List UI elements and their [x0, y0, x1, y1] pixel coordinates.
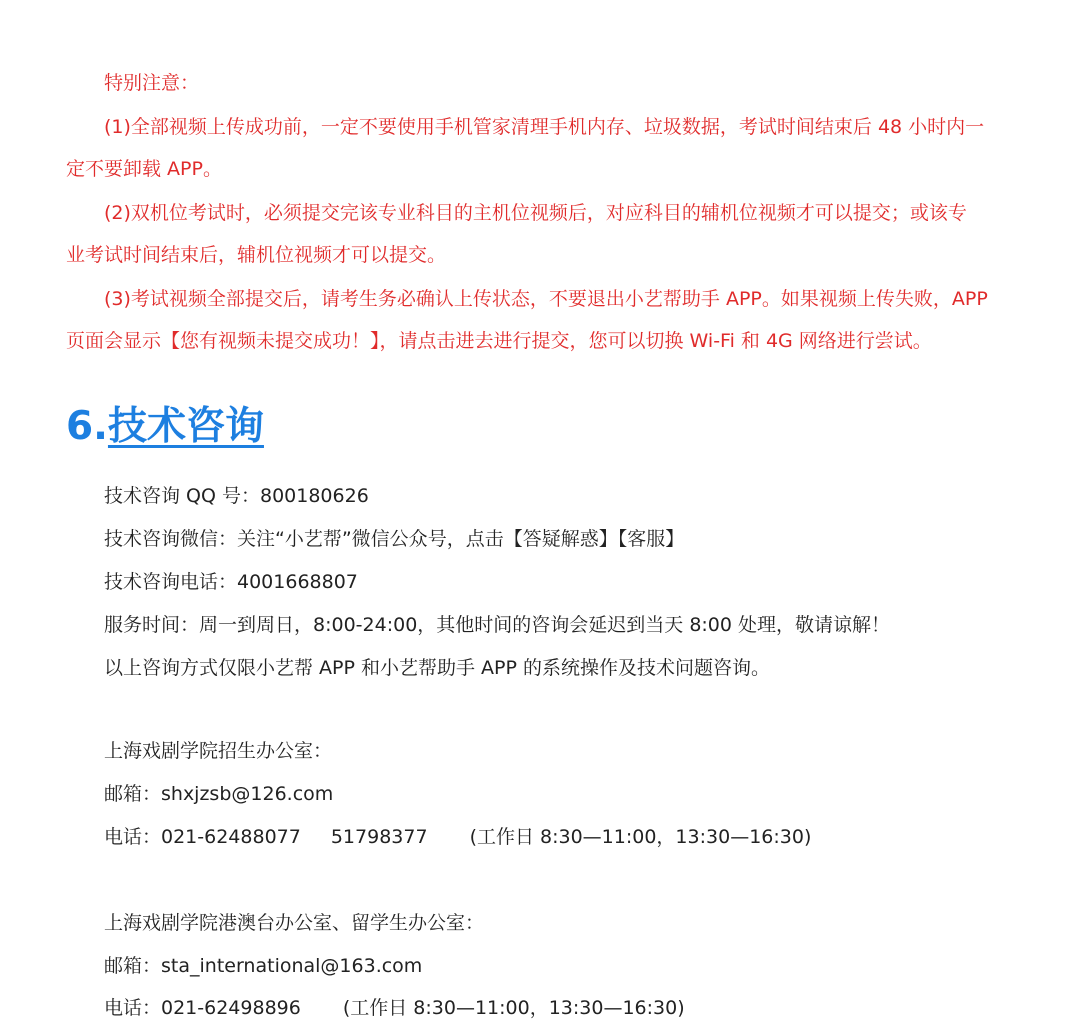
admissions-office-hours: (工作日 8:30—11:00，13:30—16:30): [469, 826, 812, 848]
admissions-office-title: 上海戏剧学院招生办公室：: [104, 740, 333, 762]
admissions-phone-extra: 51798377: [330, 826, 428, 848]
section-number: 6.: [66, 404, 108, 449]
tech-qq: 技术咨询 QQ 号：800180626: [104, 485, 369, 507]
hmt-office-email: 邮箱：sta_international@163.com: [104, 955, 423, 977]
admissions-phone: 电话：021-62488077: [104, 826, 301, 848]
tech-service-hours: 服务时间：周一到周日，8:00-24:00，其他时间的咨询会延迟到当天 8:00 处理，敬请谅解！: [104, 614, 891, 636]
section-heading: [66, 400, 264, 454]
notice-item-1-line-2: 定不要卸载 APP。: [66, 158, 222, 180]
hmt-office-phone-row: [104, 995, 685, 1021]
notice-title: 特别注意：: [104, 72, 200, 94]
notice-item-2-line-2: 业考试时间结束后，辅机位视频才可以提交。: [66, 244, 447, 266]
admissions-phone-row: [104, 824, 811, 850]
section-title: 技术咨询: [107, 404, 264, 449]
notice-item-1-line-1: (1)全部视频上传成功前，一定不要使用手机管家清理手机内存、垃圾数据，考试时间结束后 48 小时内一: [104, 116, 985, 138]
tech-scope-note: 以上咨询方式仅限小艺帮 APP 和小艺帮助手 APP 的系统操作及技术问题咨询。: [104, 657, 770, 679]
tech-phone: 技术咨询电话：4001668807: [104, 571, 358, 593]
notice-item-3-line-2: 页面会显示【您有视频未提交成功！】，请点击进去进行提交，您可以切换 Wi-Fi 和 4G 网络进行尝试。: [66, 330, 932, 352]
tech-wechat: 技术咨询微信：关注“小艺帮”微信公众号，点击【答疑解惑】【客服】: [104, 528, 685, 550]
notice-item-2-line-1: (2)双机位考试时，必须提交完该专业科目的主机位视频后，对应科目的辅机位视频才可以提交；或该专: [104, 202, 967, 224]
hmt-office-title: 上海戏剧学院港澳台办公室、留学生办公室：: [104, 912, 485, 934]
notice-item-3-line-1: (3)考试视频全部提交后，请考生务必确认上传状态，不要退出小艺帮助手 APP。如果视频上传失败，APP: [104, 288, 988, 310]
admissions-email: 邮箱：shxjzsb@126.com: [104, 783, 334, 805]
hmt-office-hours: (工作日 8:30—11:00，13:30—16:30): [342, 997, 685, 1019]
hmt-office-phone: 电话：021-62498896: [104, 997, 301, 1019]
